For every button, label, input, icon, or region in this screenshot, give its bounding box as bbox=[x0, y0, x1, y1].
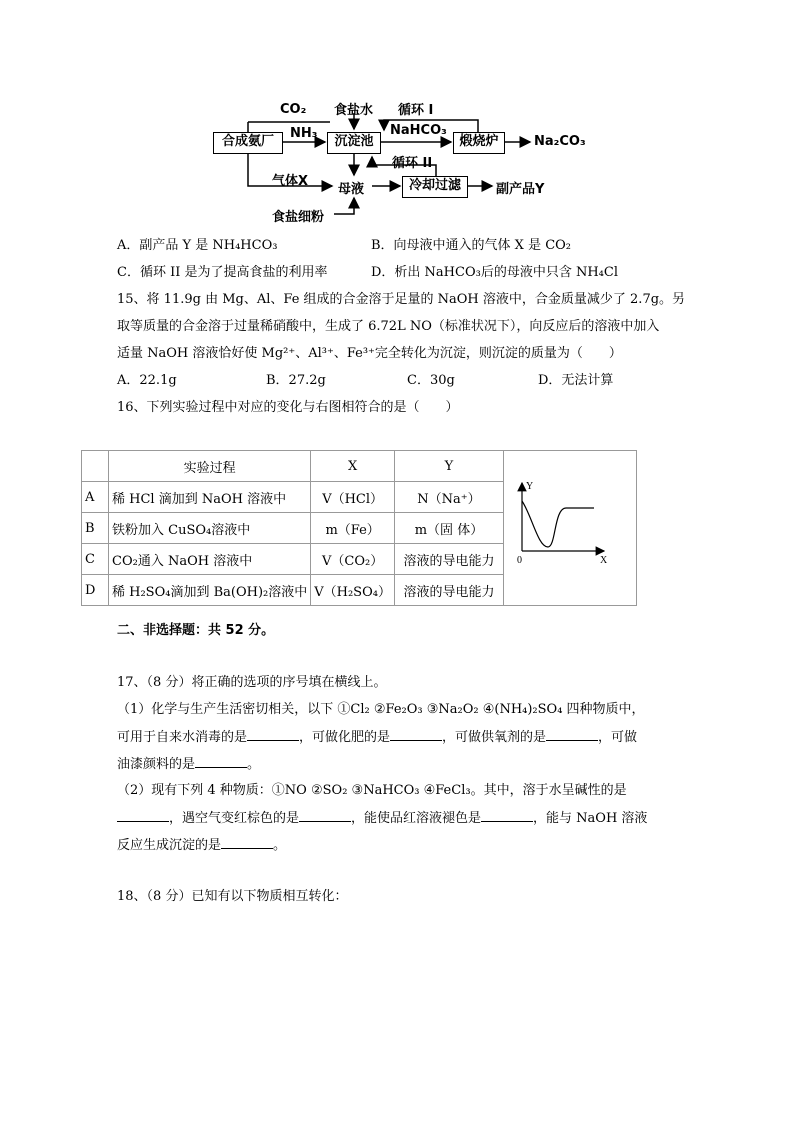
table-cell: CO₂通入 NaOH 溶液中 bbox=[109, 544, 311, 575]
gas-x-label: 气体X bbox=[272, 174, 309, 189]
answer-blank[interactable] bbox=[546, 728, 598, 741]
cycle2-label: 循环 II bbox=[392, 156, 433, 171]
q17-p2-line2 bbox=[117, 809, 647, 828]
table-header-cell bbox=[82, 451, 109, 482]
q15-line1: 15、将 11.9g 由 Mg、Al、Fe 组成的合金溶于足量的 NaOH 溶液中，合金质量减少了 2.7g。另 bbox=[117, 292, 686, 307]
table-cell: m（固 体） bbox=[394, 513, 503, 544]
graph-origin-label: 0 bbox=[516, 555, 522, 566]
furnace-box: 煅烧炉 bbox=[453, 132, 505, 154]
na2co3-label: Na₂CO₃ bbox=[534, 134, 586, 149]
q16-stem: 16、下列实验过程中对应的变化与右图相符合的是（ ） bbox=[117, 400, 459, 415]
q15-option-d: D．无法计算 bbox=[538, 373, 614, 388]
text-span: 反应生成沉淀的是 bbox=[117, 838, 222, 853]
table-cell: V（HCl） bbox=[311, 482, 395, 513]
q15-option-a: A．22.1g bbox=[117, 373, 177, 388]
answer-blank[interactable] bbox=[247, 728, 299, 741]
q17-p1-line2 bbox=[117, 728, 637, 747]
text-span: 油漆颜料的是 bbox=[117, 757, 196, 772]
q18-stem: 18、（8 分）已知有以下物质相互转化： bbox=[117, 889, 348, 904]
table-cell: A bbox=[82, 482, 109, 513]
q17-p2-line3 bbox=[117, 836, 286, 855]
process-diagram bbox=[0, 0, 794, 230]
q17-p1-line1: （1）化学与生产生活密切相关，以下 ①Cl₂ ②Fe₂O₃ ③Na₂O₂ ④(NH₄)₂SO₄ 四种物质中， bbox=[117, 702, 645, 717]
q14-option-c: C．循环 II 是为了提高食盐的利用率 bbox=[117, 265, 328, 280]
answer-blank[interactable] bbox=[481, 809, 533, 822]
answer-blank[interactable] bbox=[299, 809, 351, 822]
table-header-cell: Y bbox=[394, 451, 503, 482]
diagram-arrows bbox=[0, 0, 794, 230]
nahco3-label: NaHCO₃ bbox=[390, 123, 447, 138]
table-cell: 溶液的导电能力 bbox=[394, 544, 503, 575]
text-span: 。 bbox=[247, 757, 261, 772]
table-header-row bbox=[82, 451, 637, 482]
text-span: ，能与 NaOH 溶液 bbox=[533, 811, 648, 826]
ammonia-plant-box: 合成氨厂 bbox=[213, 132, 283, 154]
table-cell: 溶液的导电能力 bbox=[394, 575, 503, 606]
table-cell: N（Na⁺） bbox=[394, 482, 503, 513]
graph-cell bbox=[503, 451, 636, 606]
graph-x-label: X bbox=[599, 555, 608, 566]
graph-y-label: Y bbox=[525, 481, 534, 492]
answer-blank[interactable] bbox=[221, 836, 273, 849]
text-span: ，能使品红溶液褪色是 bbox=[351, 811, 482, 826]
table-cell: 稀 HCl 滴加到 NaOH 溶液中 bbox=[109, 482, 311, 513]
q16-graph bbox=[504, 451, 636, 601]
q14-option-a: A．副产品 Y 是 NH₄HCO₃ bbox=[117, 238, 278, 253]
q15-line2: 取等质量的合金溶于过量稀硝酸中，生成了 6.72L NO（标准状况下），向反应后的溶液中加入 bbox=[117, 319, 660, 334]
table-cell: B bbox=[82, 513, 109, 544]
table-header-cell: 实验过程 bbox=[109, 451, 311, 482]
answer-blank[interactable] bbox=[195, 755, 247, 768]
q16-table bbox=[81, 450, 637, 606]
table-cell: C bbox=[82, 544, 109, 575]
salt-powder-label: 食盐细粉 bbox=[272, 210, 325, 225]
text-span: 可用于自来水消毒的是 bbox=[117, 730, 248, 745]
brine-label: 食盐水 bbox=[334, 103, 374, 118]
cool-filter-box: 冷却过滤 bbox=[402, 176, 468, 198]
mother-liquor-label: 母液 bbox=[338, 182, 365, 197]
text-span: ，可做供氧剂的是 bbox=[442, 730, 547, 745]
q17-p2-line1: （2）现有下列 4 种物质：①NO ②SO₂ ③NaHCO₃ ④FeCl₃。其中，溶于水呈碱性的是 bbox=[117, 783, 627, 798]
table-cell: V（H₂SO₄） bbox=[311, 575, 395, 606]
nh3-label: NH₃ bbox=[290, 126, 318, 141]
precip-tank-box: 沉淀池 bbox=[327, 132, 381, 154]
table-cell: 铁粉加入 CuSO₄溶液中 bbox=[109, 513, 311, 544]
section-heading: 二、非选择题：共 52 分。 bbox=[117, 623, 275, 638]
q17-stem: 17、（8 分）将正确的选项的序号填在横线上。 bbox=[117, 675, 387, 690]
answer-blank[interactable] bbox=[117, 809, 169, 822]
text-span: ，可做化肥的是 bbox=[299, 730, 391, 745]
co2-label: CO₂ bbox=[280, 102, 307, 117]
q15-option-c: C．30g bbox=[407, 373, 455, 388]
byproduct-label: 副产品Y bbox=[496, 182, 545, 197]
cycle1-label: 循环 I bbox=[398, 103, 434, 118]
q15-line3: 适量 NaOH 溶液恰好使 Mg²⁺、Al³⁺、Fe³⁺完全转化为沉淀，则沉淀的质量为（ ） bbox=[117, 346, 622, 361]
text-span: ，可做 bbox=[598, 730, 638, 745]
table-cell: m（Fe） bbox=[311, 513, 395, 544]
q17-p1-line3 bbox=[117, 755, 260, 774]
table-cell: D bbox=[82, 575, 109, 606]
table-header-cell: X bbox=[311, 451, 395, 482]
table-cell: V（CO₂） bbox=[311, 544, 395, 575]
q14-option-b: B．向母液中通入的气体 X 是 CO₂ bbox=[371, 238, 572, 253]
q15-option-b: B．27.2g bbox=[266, 373, 326, 388]
table-cell: 稀 H₂SO₄滴加到 Ba(OH)₂溶液中 bbox=[109, 575, 311, 606]
answer-blank[interactable] bbox=[390, 728, 442, 741]
text-span: 。 bbox=[273, 838, 287, 853]
q14-option-d: D．析出 NaHCO₃后的母液中只含 NH₄Cl bbox=[371, 265, 618, 280]
text-span: ，遇空气变红棕色的是 bbox=[169, 811, 300, 826]
